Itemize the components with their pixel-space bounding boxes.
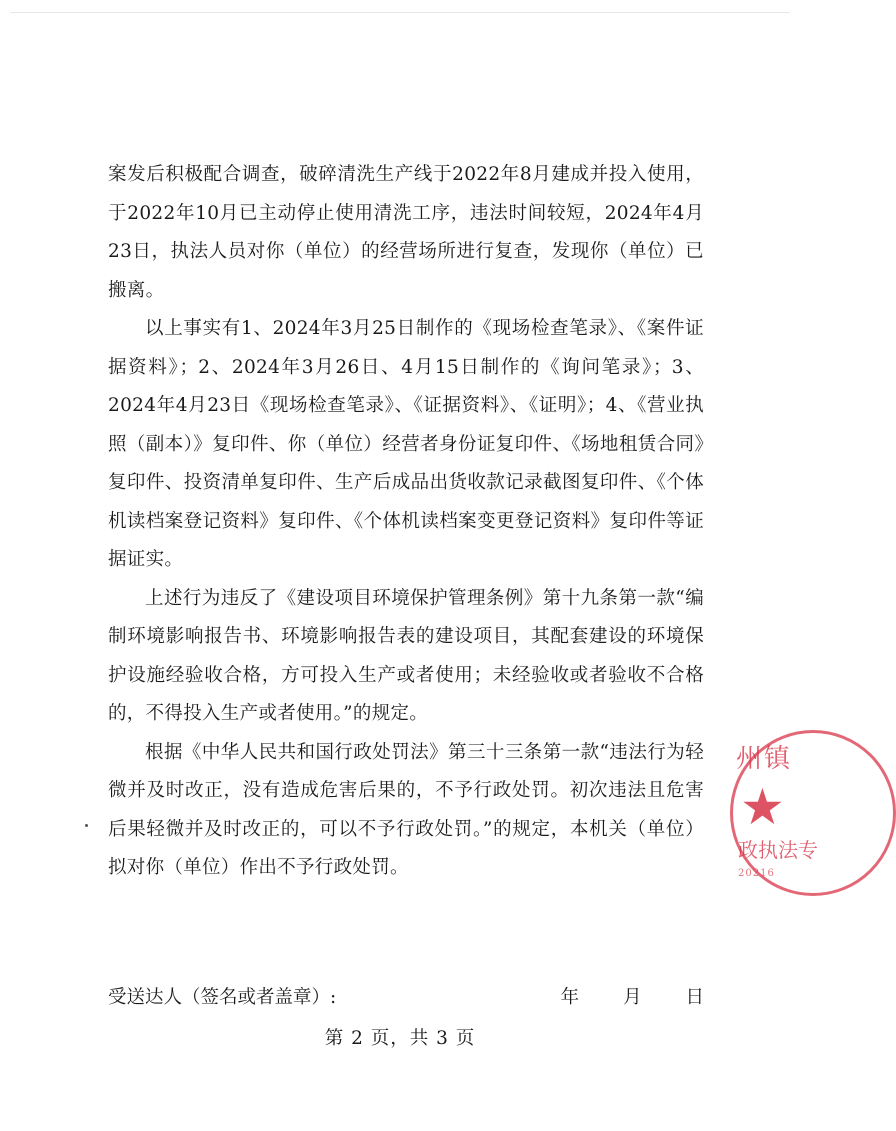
recipient-signature-line	[108, 983, 704, 1013]
recipient-label: 受送达人（签名或者盖章）:	[108, 987, 337, 1008]
paragraph-case-facts: 案发后积极配合调查，破碎清洗生产线于2022年8月建成并投入使用，于2022年10月已主动停止使用清洗工序，违法时间较短，2024年4月23日，执法人员对你（单位）的经营场所进行复查，发现你（单位）已搬离。	[108, 164, 704, 301]
page-number: 第 2 页，共 3 页	[324, 1028, 476, 1049]
official-seal	[722, 718, 818, 918]
top-rule	[10, 12, 790, 13]
scan-speck	[85, 824, 88, 827]
paragraph-evidence: 以上事实有1、2024年3月25日制作的《现场检查笔录》、《案件证据资料》；2、2024年3月26日、4月15日制作的《询问笔录》；3、2024年4月23日《现场检查笔录》、《证据资料》、《证明》；4、《营业执照（副本）》复印件、你（单位）经营者身份证复印件、《场地租赁合同》复印件、投资清单复印件、生产后成品出货收款记录截图复印件、《个体机读档案登记资料》复印件、《个体机读档案变更登记资料》复印件等证据证实。	[108, 318, 704, 570]
seal-star-icon: ★	[740, 778, 785, 836]
day-label: 日	[685, 987, 704, 1008]
seal-text-top: 州镇	[736, 744, 793, 774]
year-label: 年	[560, 987, 580, 1008]
paragraph-violation: 上述行为违反了《建设项目环境保护管理条例》第十九条第一款“编制环境影响报告书、环境影响报告表的建设项目，其配套建设的环境保护设施经验收合格，方可投入生产或者使用；未经验收或者验收不合格的，不得投入生产或者使用。”的规定。	[108, 587, 704, 724]
document-body	[108, 156, 704, 888]
seal-code: 20216	[738, 868, 775, 879]
seal-text-mid: 政执法专	[738, 838, 818, 862]
month-label: 月	[623, 987, 642, 1008]
date-fields	[523, 983, 704, 1013]
paragraph-decision: 根据《中华人民共和国行政处罚法》第三十三条第一款“违法行为轻微并及时改正，没有造成危害后果的，不予行政处罚。初次违法且危害后果轻微并及时改正的，可以不予行政处罚。”的规定，本机关（单位）拟对你（单位）作出不予行政处罚。	[108, 741, 704, 878]
